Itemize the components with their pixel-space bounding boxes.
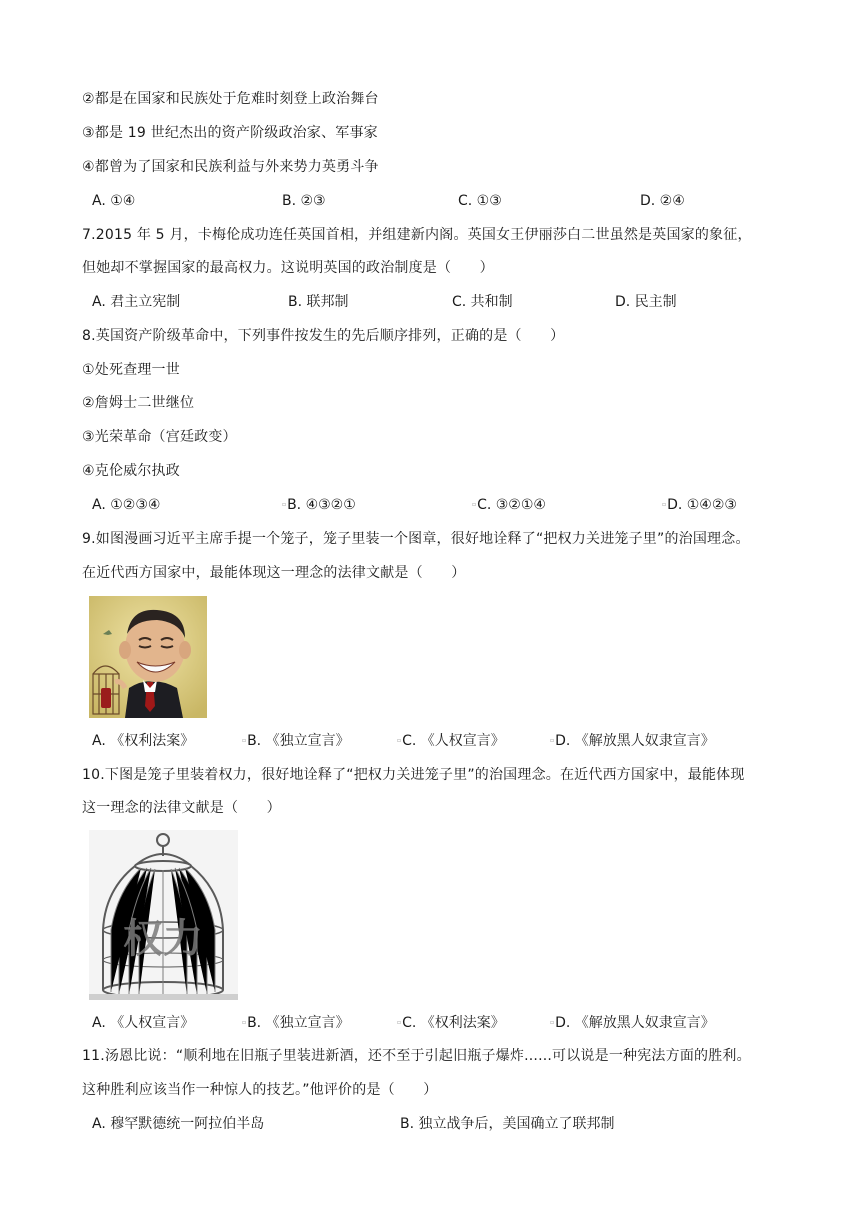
option-d[interactable]: D. 民主制 [615,294,677,310]
option-b[interactable]: B. ②③ [282,193,326,209]
birdcage-with-power-image [89,830,238,1000]
q9-stem-2: 在近代西方国家中，最能体现这一理念的法律文献是（ ） [82,565,466,581]
q7-stem-1: 7.2015 年 5 月，卡梅伦成功连任英国首相，并组建新内阁。英国女王伊丽莎白二世虽然是英国家的象征， [82,227,752,243]
tab-mark-icon: ▫ [242,737,247,744]
option-a[interactable]: A. 穆罕默德统一阿拉伯半岛 [92,1116,265,1132]
option-b[interactable]: B. 独立战争后，美国确立了联邦制 [400,1116,615,1132]
q11-options [92,1114,812,1134]
q10-stem-2: 这一理念的法律文献是（ ） [82,800,281,816]
q8-stem: 8.英国资产阶级革命中，下列事件按发生的先后顺序排列，正确的是（ ） [82,328,565,344]
option-a[interactable]: A. ①②③④ [92,497,161,513]
tab-mark-icon: ▫ [472,501,477,508]
tab-mark-icon: ▫ [242,1019,247,1026]
cartoon-leader-with-cage-image [89,596,207,718]
q10-stem-1: 10.下图是笼子里装着权力，很好地诠释了“把权力关进笼子里”的治国理念。在近代西方国家中，最能体现 [82,767,745,783]
option-b[interactable]: B. ④③②① [287,497,356,513]
q7-options [92,292,812,312]
cartoon-figure [89,596,207,718]
option-a[interactable]: A. 《权利法案》 [92,733,195,749]
tab-mark-icon: ▫ [550,737,555,744]
q9-stem-1: 9.如图漫画习近平主席手提一个笼子，笼子里装一个图章，很好地诠释了“把权力关进笼子里”的治国理念。 [82,531,750,547]
tab-mark-icon: ▫ [397,737,402,744]
option-d[interactable]: D. 《解放黑人奴隶宣言》 [555,1015,715,1031]
q6-item-4: ④都曾为了国家和民族利益与外来势力英勇斗争 [82,159,379,175]
q8-item-2: ②詹姆士二世继位 [82,395,195,411]
q11-stem-2: 这种胜利应该当作一种惊人的技艺。”他评价的是（ ） [82,1082,438,1098]
option-d[interactable]: D. 《解放黑人奴隶宣言》 [555,733,715,749]
q10-options [92,1013,812,1033]
option-c[interactable]: C. ③②①④ [477,497,546,513]
tab-mark-icon: ▫ [550,1019,555,1026]
option-b[interactable]: B. 《独立宣言》 [247,733,350,749]
q8-options [92,495,812,515]
cage-figure [89,830,238,1000]
tab-mark-icon: ▫ [282,501,287,508]
option-d[interactable]: D. ①④②③ [667,497,737,513]
q11-stem-1: 11.汤恩比说：“顺利地在旧瓶子里装进新酒，还不至于引起旧瓶子爆炸......可以说是一种宪法方面的胜利。 [82,1048,751,1064]
option-c[interactable]: C. 《权利法案》 [402,1015,505,1031]
option-a[interactable]: A. 《人权宣言》 [92,1015,195,1031]
option-c[interactable]: C. 共和制 [452,294,513,310]
q8-item-3: ③光荣革命（宫廷政变） [82,429,237,445]
q9-options [92,731,812,751]
tab-mark-icon: ▫ [662,501,667,508]
option-b[interactable]: B. 联邦制 [288,294,349,310]
option-c[interactable]: C. ①③ [458,193,502,209]
q8-item-4: ④克伦威尔执政 [82,463,180,479]
option-a[interactable]: A. ①④ [92,193,136,209]
q6-item-3: ③都是 19 世纪杰出的资产阶级政治家、军事家 [82,125,378,141]
tab-mark-icon: ▫ [397,1019,402,1026]
cage-text-power: 权力 [123,916,203,962]
q6-options [92,191,812,211]
q8-item-1: ①处死查理一世 [82,362,180,378]
option-a[interactable]: A. 君主立宪制 [92,294,181,310]
option-c[interactable]: C. 《人权宣言》 [402,733,505,749]
option-b[interactable]: B. 《独立宣言》 [247,1015,350,1031]
q6-item-2: ②都是在国家和民族处于危难时刻登上政治舞台 [82,91,379,107]
q7-stem-2: 但她却不掌握国家的最高权力。这说明英国的政治制度是（ ） [82,260,494,276]
option-d[interactable]: D. ②④ [640,193,685,209]
